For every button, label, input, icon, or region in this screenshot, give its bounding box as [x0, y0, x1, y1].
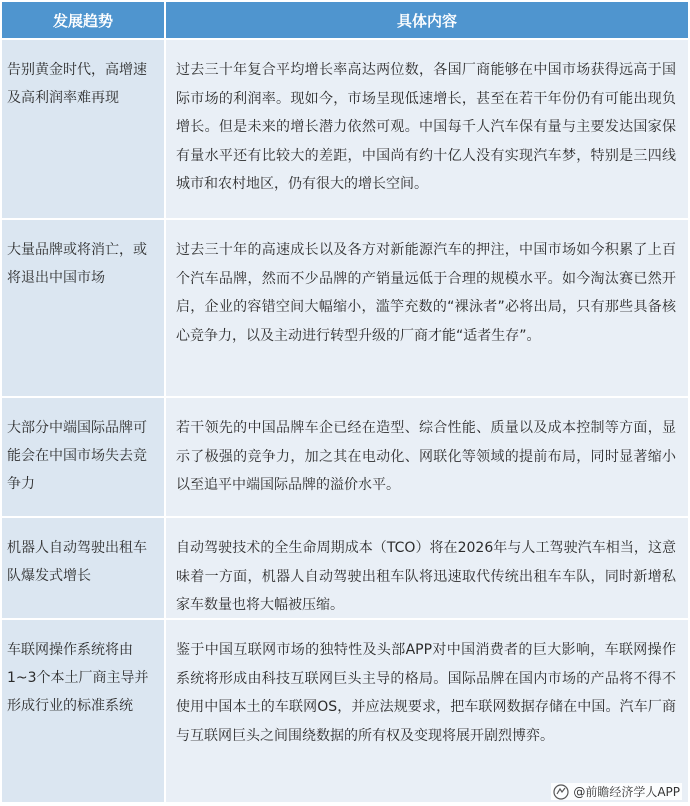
- header-content: 具体内容: [164, 2, 688, 38]
- table-row: [2, 618, 688, 802]
- table-row: [2, 516, 688, 618]
- logo-icon: [553, 784, 569, 800]
- trend-cell: 大部分中端国际品牌可能会在中国市场失去竞争力: [2, 398, 164, 516]
- watermark-text: @前瞻经济学人APP: [573, 785, 680, 799]
- content-cell: 若干领先的中国品牌车企已经在造型、综合性能、质量以及成本控制等方面，显示了极强的竞争力，加之其在电动化、网联化等领域的提前布局，同时显著缩小以至追平中端国际品牌的溢价水平。: [164, 398, 688, 516]
- trend-cell: 车联网操作系统将由1~3个本土厂商主导并形成行业的标准系统: [2, 620, 164, 802]
- trend-cell: 大量品牌或将消亡，或将退出中国市场: [2, 220, 164, 396]
- watermark: [551, 783, 682, 800]
- table-row: [2, 218, 688, 396]
- content-cell: 自动驾驶技术的全生命周期成本（TCO）将在2026年与人工驾驶汽车相当，这意味着一方面，机器人自动驾驶出租车队将迅速取代传统出租车车队，同时新增私家车数量也将大幅被压缩。: [164, 518, 688, 618]
- table-row: [2, 38, 688, 218]
- content-cell: 过去三十年复合平均增长率高达两位数，各国厂商能够在中国市场获得远高于国际市场的利润率。现如今，市场呈现低速增长，甚至在若干年份仍有可能出现负增长。但是未来的增长潜力依然可观。中国每千人汽车保有量与主要发达国家保有量水平还有比较大的差距，中国尚有约十亿人没有实现汽车梦，特别是三四线城市和农村地区，仍有很大的增长空间。: [164, 40, 688, 218]
- header-trend: 发展趋势: [52, 11, 113, 30]
- trend-cell: 机器人自动驾驶出租车队爆发式增长: [2, 518, 164, 618]
- trend-cell: 告别黄金时代，高增速及高利润率难再现: [2, 40, 164, 218]
- table-header: [2, 2, 688, 38]
- content-cell: 鉴于中国互联网市场的独特性及头部APP对中国消费者的巨大影响，车联网操作系统将形成由科技互联网巨头主导的格局。国际品牌在国内市场的产品将不得不使用中国本土的车联网OS，并应法规要求，把车联网数据存储在中国。汽车厂商与互联网巨头之间围绕数据的所有权及变现将展开剧烈博弈。: [164, 620, 688, 802]
- table-row: [2, 396, 688, 516]
- content-cell: 过去三十年的高速成长以及各方对新能源汽车的押注，中国市场如今积累了上百个汽车品牌，然而不少品牌的产销量远低于合理的规模水平。如今淘汰赛已然开启，企业的容错空间大幅缩小，滥竽充数的“裸泳者”必将出局，只有那些具备核心竞争力，以及主动进行转型升级的厂商才能“适者生存”。: [164, 220, 688, 396]
- trend-table: [2, 2, 688, 802]
